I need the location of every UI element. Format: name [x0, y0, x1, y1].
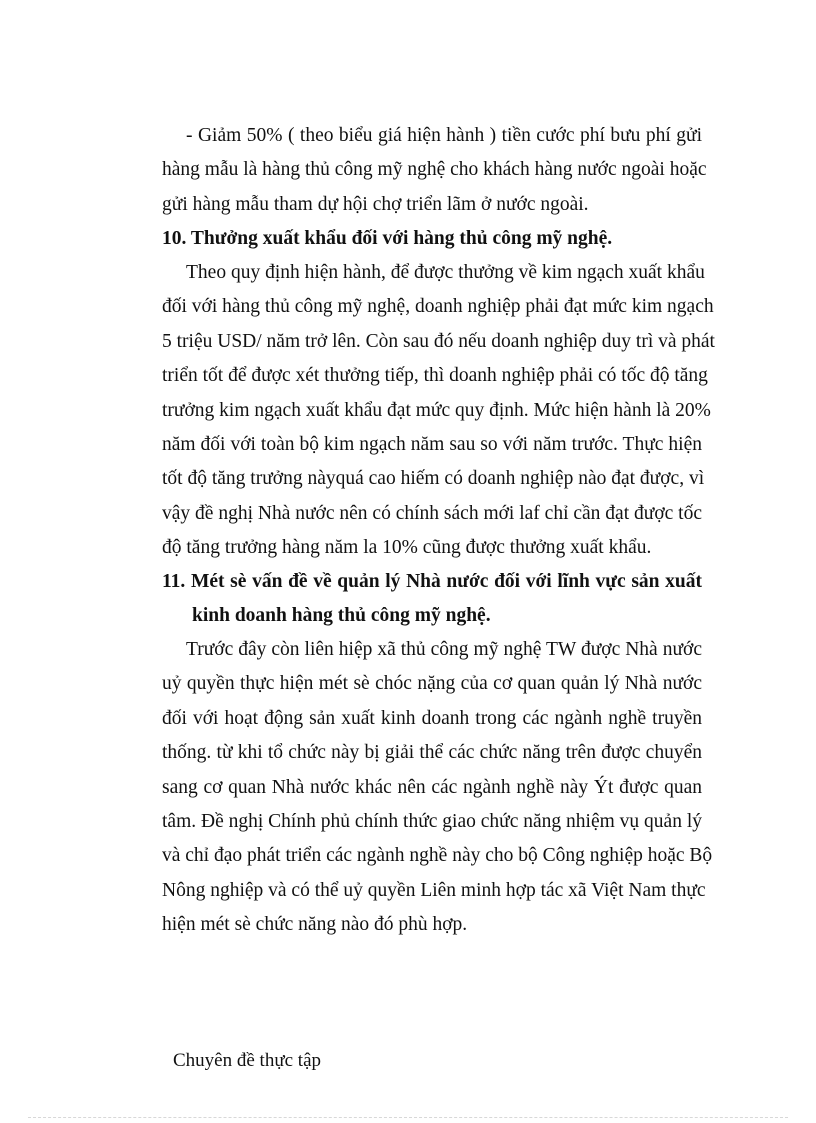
text-line: sang cơ quan Nhà nước khác nên các ngành nghề này Ýt được quan	[162, 776, 702, 798]
text-line: Nông nghiệp và có thể uỷ quyền Liên minh hợp tác xã Việt Nam thực	[162, 879, 706, 901]
text-line: và chỉ đạo phát triển các ngành nghề này cho bộ Công nghiệp hoặc Bộ	[162, 845, 713, 867]
text-line: hiện mét sè chức năng nào đó phù hợp.	[162, 914, 468, 936]
section-heading: 11. Mét sè vấn đề về quản lý Nhà nước đối với lĩnh vực sản xuất	[162, 571, 702, 592]
text-line: đối với hoạt động sản xuất kinh doanh trong các ngành nghề truyền	[162, 707, 702, 729]
text-line: triển tốt để được xét thưởng tiếp, thì doanh nghiệp phải có tốc độ tăng	[162, 365, 708, 387]
heading-section-10	[162, 222, 702, 256]
text-line: hàng mẫu là hàng thủ công mỹ nghệ cho khách hàng nước ngoài hoặc	[162, 159, 707, 181]
page-bottom-rule	[28, 1117, 788, 1118]
text-line: uỷ quyền thực hiện mét sè chóc nặng của cơ quan quản lý Nhà nước	[162, 673, 702, 695]
heading-section-11	[162, 565, 702, 634]
paragraph-postage-discount	[162, 119, 707, 222]
page-footer: Chuyên đề thực tập	[173, 1050, 322, 1071]
text-line: tâm. Đề nghị Chính phủ chính thức giao chức năng nhiệm vụ quản lý	[162, 810, 702, 832]
text-line: độ tăng trưởng hàng năm la 10% cũng được thưởng xuất khẩu.	[162, 537, 652, 559]
text-line: gửi hàng mẫu tham dự hội chợ triển lãm ở nước ngoài.	[162, 193, 589, 215]
text-line: - Giảm 50% ( theo biểu giá hiện hành ) tiền cước phí bưu phí gửi	[186, 125, 702, 146]
section-heading: 10. Thưởng xuất khẩu đối với hàng thủ công mỹ nghệ.	[162, 228, 613, 249]
text-line: 5 triệu USD/ năm trở lên. Còn sau đó nếu doanh nghiệp duy trì và phát	[162, 330, 715, 352]
text-line: vậy đề nghị Nhà nước nên có chính sách mới laf chỉ cần đạt được tốc	[162, 502, 702, 524]
text-line: đối với hàng thủ công mỹ nghệ, doanh nghiệp phải đạt mức kim ngạch	[162, 296, 714, 318]
text-line: năm đối với toàn bộ kim ngạch năm sau so với năm trước. Thực hiện	[162, 433, 702, 455]
section-heading-continued: kinh doanh hàng thủ công mỹ nghệ.	[192, 605, 491, 627]
text-line: tốt độ tăng trưởng nàyquá cao hiếm có doanh nghiệp nào đạt được, vì	[162, 468, 705, 490]
paragraph-state-management	[162, 633, 713, 943]
text-line: Trước đây còn liên hiệp xã thủ công mỹ nghệ TW được Nhà nước	[186, 639, 702, 660]
paragraph-export-bonus	[162, 256, 715, 566]
text-line: trưởng kim ngạch xuất khẩu đạt mức quy định. Mức hiện hành là 20%	[162, 399, 711, 421]
text-line: thống. từ khi tổ chức này bị giải thể các chức năng trên được chuyển	[162, 742, 702, 764]
text-line: Theo quy định hiện hành, để được thưởng về kim ngạch xuất khẩu	[186, 262, 705, 283]
